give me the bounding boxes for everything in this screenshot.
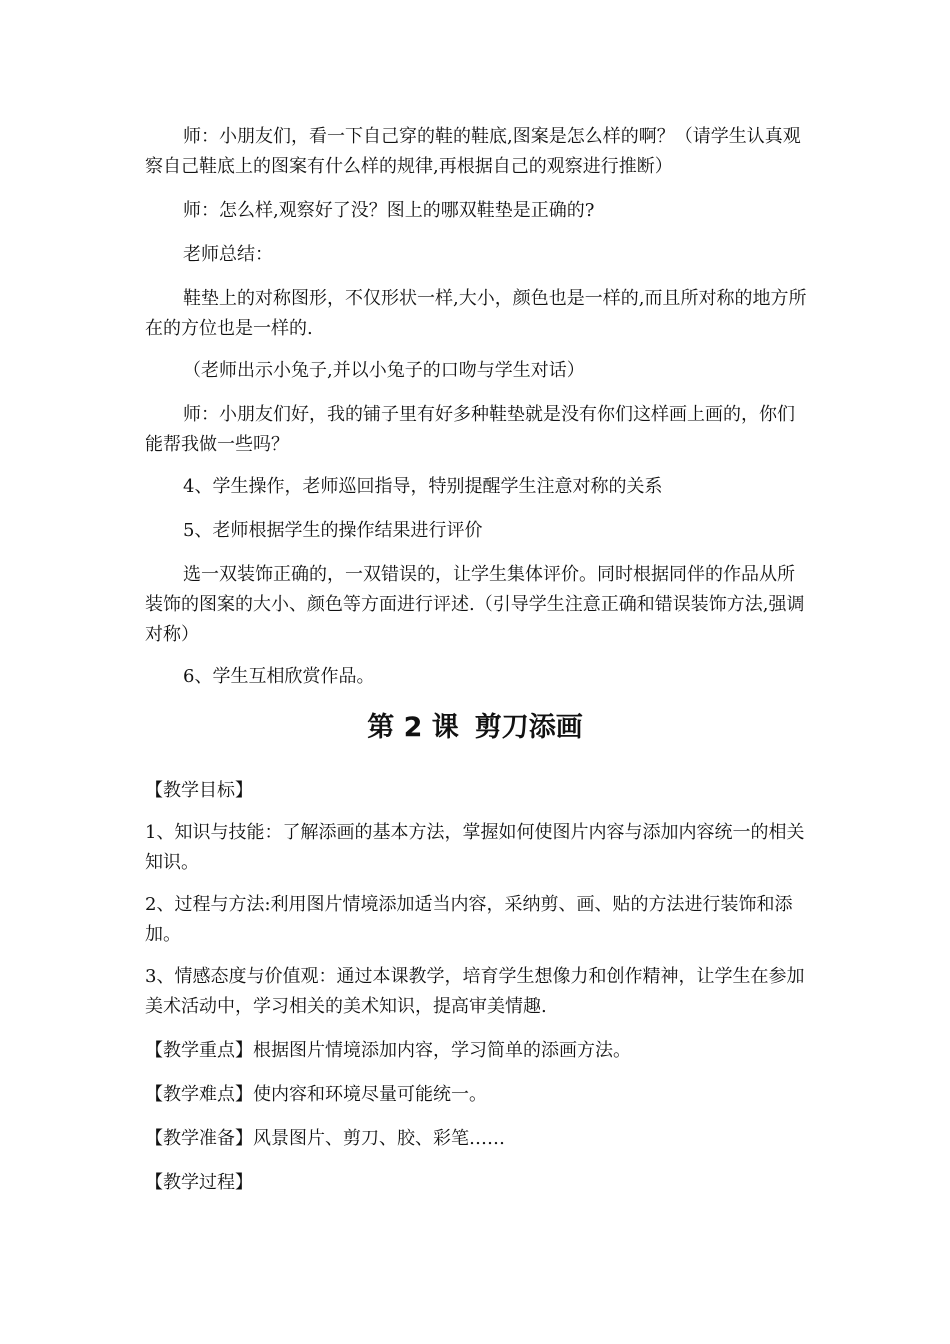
paragraph-summary-label: 老师总结：	[183, 244, 273, 265]
paragraph-step-6: 6、学生互相欣赏作品。	[183, 666, 375, 687]
difficulties: 【教学难点】使内容和环境尽量可能统一。	[145, 1084, 487, 1105]
key-points: 【教学重点】根据图片情境添加内容，学习简单的添画方法。	[145, 1040, 631, 1061]
paragraph-evaluation: 选一双装饰正确的，一双错误的，让学生集体评价。同时根据同伴的作品从所装饰的图案的大小、颜色等方面进行评述.（引导学生注意正确和错误装饰方法,强调对称）	[145, 564, 805, 645]
paragraph-step-5: 5、老师根据学生的操作结果进行评价	[183, 520, 483, 541]
goal-knowledge: 1、知识与技能：了解添画的基本方法，掌握如何使图片内容与添加内容统一的相关知识。	[145, 822, 805, 873]
paragraph-summary: 鞋垫上的对称图形，不仅形状一样,大小，颜色也是一样的,而且所对称的地方所在的方位也是一样的.	[145, 288, 807, 339]
paragraph-teacher-question: 师：小朋友们，看一下自己穿的鞋的鞋底,图案是怎么样的啊？（请学生认真观察自己鞋底上的图案有什么样的规律,再根据自己的观察进行推断）	[145, 126, 801, 177]
paragraph-rabbit-note: （老师出示小兔子,并以小兔子的口吻与学生对话）	[183, 360, 585, 381]
preparation: 【教学准备】风景图片、剪刀、胶、彩笔……	[145, 1128, 505, 1149]
process-heading: 【教学过程】	[145, 1172, 253, 1193]
lesson-title	[0, 708, 950, 748]
paragraph-rabbit-dialogue: 师：小朋友们好，我的铺子里有好多种鞋垫就是没有你们这样画上画的，你们能帮我做一些吗？	[145, 404, 795, 455]
goal-attitude: 3、情感态度与价值观：通过本课教学，培育学生想像力和创作精神，让学生在参加美术活动中，学习相关的美术知识，提高审美情趣.	[145, 966, 805, 1017]
paragraph-step-4: 4、学生操作，老师巡回指导，特别提醒学生注意对称的关系	[183, 476, 663, 497]
goal-process: 2、过程与方法:利用图片情境添加适当内容，采纳剪、画、贴的方法进行装饰和添加。	[145, 894, 793, 945]
lesson-name: 剪刀添画	[474, 712, 583, 743]
paragraph-teacher-check: 师：怎么样,观察好了没？图上的哪双鞋垫是正确的?	[183, 200, 595, 221]
lesson-number: 第 2 课	[367, 712, 459, 743]
goals-heading: 【教学目标】	[145, 780, 253, 801]
